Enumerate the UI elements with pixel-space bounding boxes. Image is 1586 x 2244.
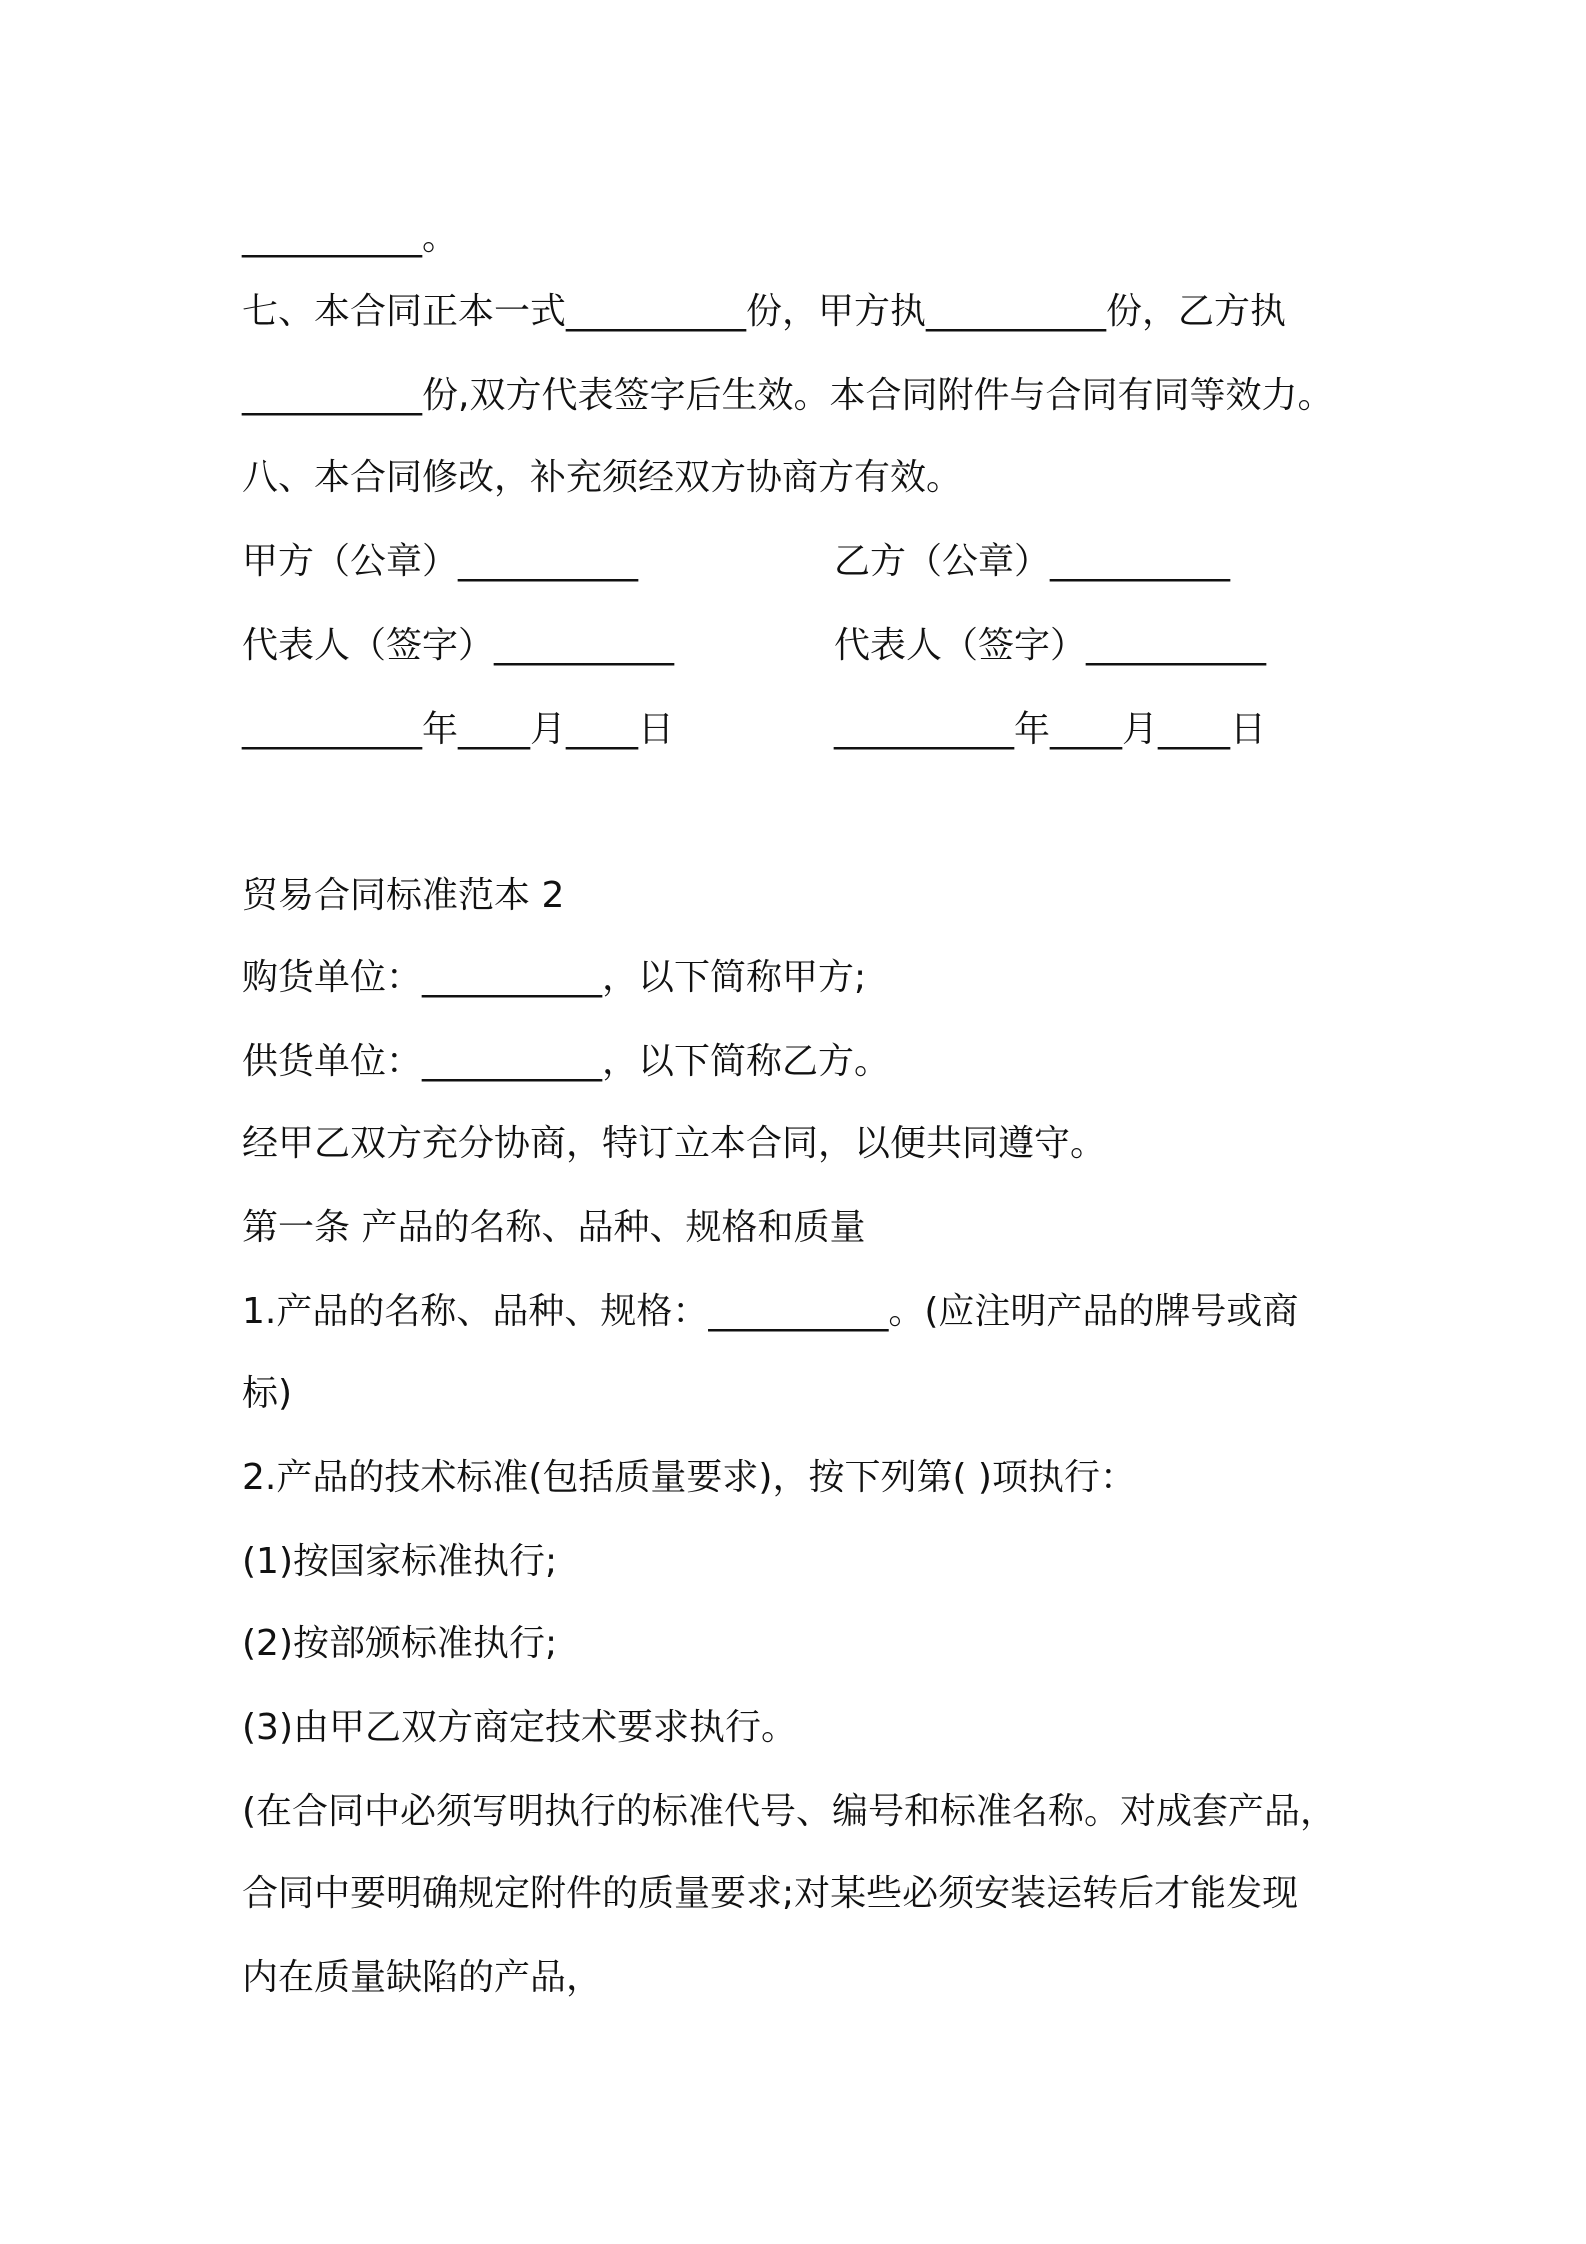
- clause-seven-line-2: __________份,双方代表签字后生效。本合同附件与合同有同等效力。: [242, 375, 1334, 416]
- supplier-line: 供货单位：__________，以下简称乙方。: [242, 1041, 891, 1082]
- party-a-date: __________年____月____日: [242, 709, 674, 750]
- party-b-seal: 乙方（公章）__________: [834, 541, 1231, 582]
- standard-option-1: (1)按国家标准执行;: [242, 1541, 558, 1582]
- standard-option-2: (2)按部颁标准执行;: [242, 1623, 558, 1664]
- note-line-1: (在合同中必须写明执行的标准代号、编号和标准名称。对成套产品，: [242, 1791, 1337, 1832]
- text-line-blank-end: __________。: [242, 217, 459, 258]
- clause-seven-line-1: 七、本合同正本一式__________份，甲方执__________份，乙方执: [242, 291, 1287, 332]
- party-a-seal: 甲方（公章）__________: [242, 541, 639, 582]
- buyer-line: 购货单位：__________，以下简称甲方;: [242, 957, 867, 998]
- party-a-representative: 代表人（签字）__________: [242, 625, 675, 666]
- party-b-representative: 代表人（签字）__________: [834, 625, 1267, 666]
- clause-eight: 八、本合同修改，补充须经双方协商方有效。: [242, 457, 963, 498]
- party-b-date: __________年____月____日: [834, 709, 1266, 750]
- standard-option-3: (3)由甲乙双方商定技术要求执行。: [242, 1707, 797, 1748]
- article-one-item-1-line-1: 1.产品的名称、品种、规格：__________。(应注明产品的牌号或商: [242, 1291, 1299, 1332]
- agreement-line: 经甲乙双方充分协商，特订立本合同，以便共同遵守。: [242, 1123, 1107, 1164]
- article-one-item-1-line-2: 标): [242, 1373, 293, 1414]
- section-title: 贸易合同标准范本 2: [242, 875, 565, 916]
- note-line-2: 合同中要明确规定附件的质量要求;对某些必须安装运转后才能发现: [242, 1873, 1299, 1914]
- note-line-3: 内在质量缺陷的产品，: [242, 1957, 603, 1998]
- article-one-item-2: 2.产品的技术标准(包括质量要求)，按下列第( )项执行：: [242, 1457, 1136, 1498]
- article-one-heading: 第一条 产品的名称、品种、规格和质量: [242, 1207, 866, 1248]
